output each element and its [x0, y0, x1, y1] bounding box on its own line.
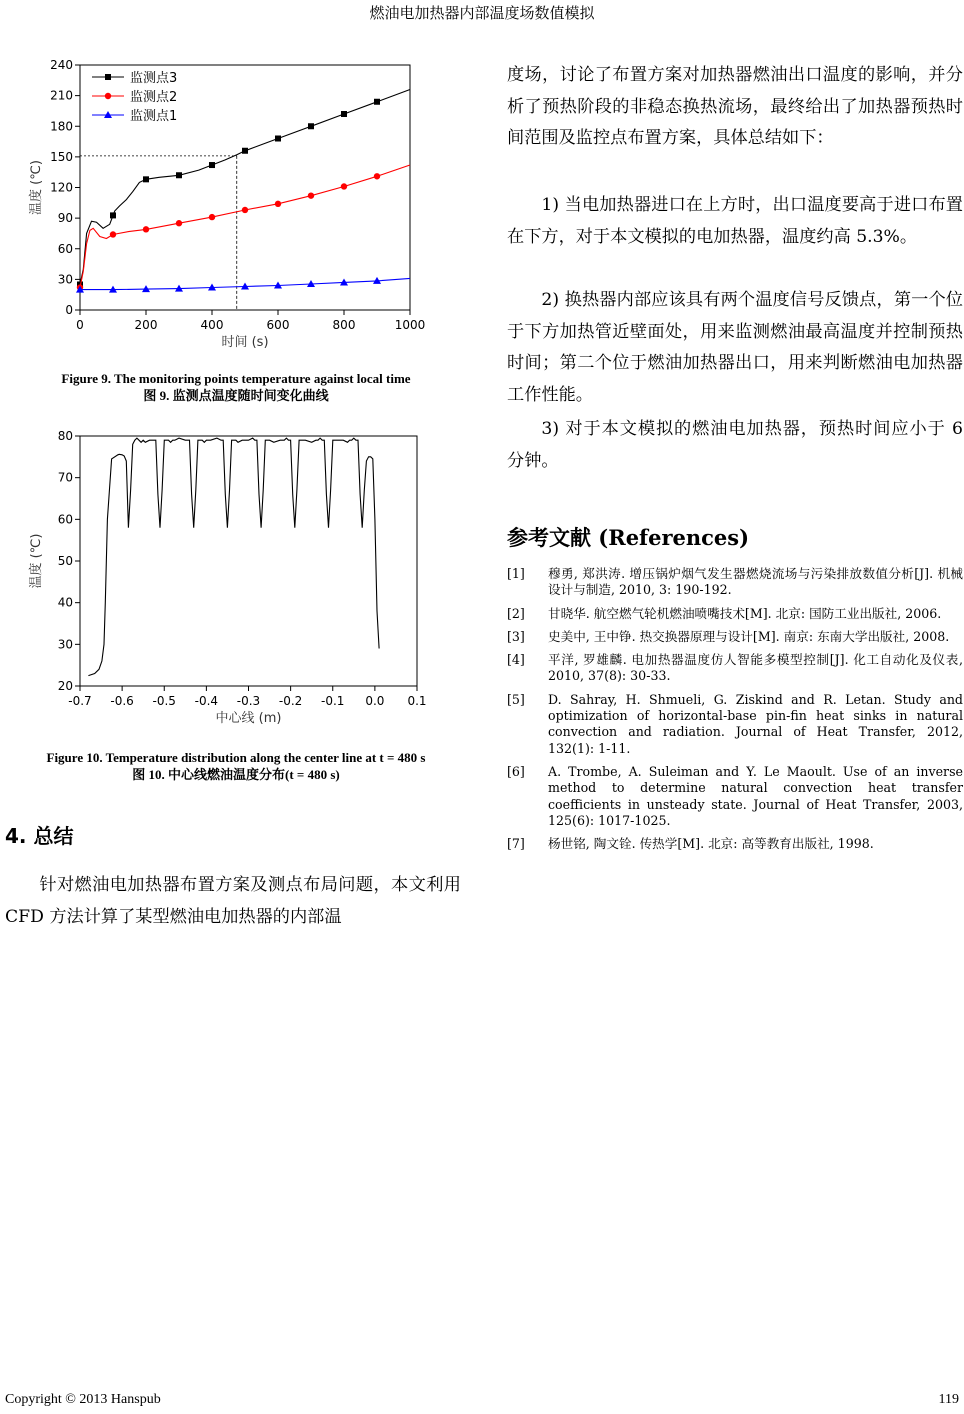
legend-label: 监测点2 — [130, 90, 178, 105]
reference-number: [2] — [507, 605, 525, 621]
conclusion-point-3: 3) 对于本文模拟的燃油电加热器，预热时间应小于 6 分钟。 — [507, 419, 963, 471]
x-tick-label: 600 — [266, 318, 290, 332]
section-4-paragraph: 针对燃油电加热器布置方案及测点布局问题，本文利用 CFD 方法计算了某型燃油电加热器的内部温 — [5, 875, 461, 927]
data-point — [374, 99, 380, 105]
reference-number: [4] — [507, 652, 525, 668]
figure-10-svg — [0, 420, 480, 740]
figure-10-caption — [0, 749, 472, 783]
reference-text: 史美中, 王中铮. 热交换器原理与设计[M]. 南京: 东南大学出版社, 2008. — [548, 628, 950, 644]
y-tick-label: 30 — [57, 637, 73, 652]
references-heading: 参考文献 (References) — [507, 525, 750, 550]
y-tick-label: 90 — [57, 211, 73, 226]
data-point — [341, 183, 347, 189]
x-tick-label: -0.4 — [194, 694, 219, 708]
reference-number: [5] — [507, 691, 525, 707]
data-point — [110, 231, 116, 237]
data-point — [242, 148, 248, 154]
y-tick-label: 60 — [57, 241, 73, 256]
data-point — [209, 162, 215, 168]
reference-item — [507, 692, 963, 757]
x-tick-label: 0 — [76, 318, 84, 332]
y-tick-label: 240 — [50, 58, 73, 72]
y-tick-label: 50 — [57, 554, 73, 568]
y-tick-label: 210 — [50, 88, 73, 103]
series-line-1 — [88, 438, 379, 675]
y-tick-label: 70 — [57, 470, 73, 485]
figure-9-caption-en: Figure 9. The monitoring points temperature against local time — [61, 371, 411, 386]
x-axis-label: 时间 (s) — [221, 335, 269, 350]
data-point — [110, 212, 116, 218]
y-tick-label: 150 — [50, 149, 73, 164]
reference-text: D. Sahray, H. Shmueli, G. Ziskind and R. Letan. Study and optimization of horizontal-base pin-fin heat sinks in natural convection and radiation. Journal of Heat Transfer, 2012, 132(1): 1-11. — [548, 691, 963, 756]
x-tick-label: 800 — [332, 318, 356, 332]
data-point — [341, 111, 347, 117]
y-tick-label: 40 — [57, 595, 73, 610]
data-point — [209, 214, 215, 220]
y-tick-label: 80 — [57, 429, 73, 443]
plot-frame — [80, 436, 417, 686]
x-tick-label: 1000 — [394, 318, 426, 332]
data-point — [242, 207, 248, 213]
legend-marker — [105, 93, 111, 99]
footer-copyright: Copyright © 2013 Hanspub — [5, 1392, 161, 1407]
data-point — [176, 172, 182, 178]
reference-item — [507, 566, 963, 599]
footer-page-number: 119 — [938, 1392, 959, 1407]
data-point — [275, 201, 281, 207]
data-point — [176, 220, 182, 226]
series-line-2 — [80, 165, 410, 288]
reference-text: 杨世铭, 陶文铨. 传热学[M]. 北京: 高等教育出版社, 1998. — [548, 836, 874, 852]
reference-item — [507, 764, 963, 829]
legend-marker — [105, 74, 111, 80]
x-tick-label: -0.5 — [152, 694, 176, 708]
reference-text: 穆勇, 郑洪涛. 增压锅炉烟气发生器燃烧流场与污染排放数值分析[J]. 机械设计与制造, 2010, 3: 190-192. — [548, 566, 963, 598]
y-tick-label: 120 — [50, 180, 73, 195]
figure-9-caption — [0, 370, 472, 404]
reference-number: [3] — [507, 628, 525, 644]
x-tick-label: 200 — [134, 318, 158, 332]
reference-item — [507, 836, 963, 852]
figure-9-chart — [0, 50, 480, 360]
legend-label: 监测点1 — [130, 109, 178, 124]
reference-text: 甘晓华. 航空燃气轮机燃油喷嘴技术[M]. 北京: 国防工业出版社, 2006. — [548, 605, 942, 621]
figure-9-svg — [0, 50, 480, 360]
data-point — [308, 123, 314, 129]
running-header: 燃油电加热器内部温度场数值模拟 — [369, 4, 595, 22]
reference-number: [7] — [507, 836, 525, 852]
y-tick-label: 180 — [50, 119, 73, 134]
conclusion-intro: 度场，讨论了布置方案对加热器燃油出口温度的影响，并分析了预热阶段的非稳态换热流场，最终给出了加热器预热时间范围及监控点布置方案，具体总结如下： — [507, 65, 963, 148]
x-tick-label: -0.1 — [321, 694, 345, 708]
x-tick-label: -0.6 — [110, 694, 134, 708]
x-tick-label: 400 — [200, 318, 224, 332]
data-point — [374, 173, 380, 179]
legend-label: 监测点3 — [130, 71, 178, 86]
section-4-heading: 4. 总结 — [5, 824, 74, 848]
figure-10-caption-en: Figure 10. Temperature distribution along the center line at t = 480 s — [46, 750, 426, 765]
data-point — [143, 226, 149, 232]
reference-number: [1] — [507, 566, 525, 581]
reference-text: 平洋, 罗雄麟. 电加热器温度仿人智能多模型控制[J]. 化工自动化及仪表, 2010, 37(8): 30-33. — [548, 652, 963, 684]
conclusion-point-1: 1) 当电加热器进口在上方时，出口温度要高于进口布置在下方，对于本文模拟的电加热器，温度约高 5.3%。 — [507, 195, 963, 247]
x-axis-label: 中心线 (m) — [215, 711, 282, 726]
y-tick-label: 60 — [57, 512, 73, 527]
y-axis-label: 温度 (℃) — [29, 533, 44, 589]
y-tick-label: 30 — [57, 272, 73, 287]
data-point — [275, 136, 281, 142]
x-tick-label: -0.3 — [236, 694, 261, 708]
figure-9-caption-cn: 图 9. 监测点温度随时间变化曲线 — [143, 388, 329, 403]
figure-10-chart — [0, 420, 480, 740]
reference-item — [507, 629, 963, 645]
reference-item — [507, 606, 963, 622]
y-tick-label: 0 — [65, 303, 73, 317]
reference-number: [6] — [507, 763, 525, 779]
figure-10-caption-cn: 图 10. 中心线燃油温度分布(t = 480 s) — [132, 767, 340, 782]
reference-list — [507, 566, 963, 859]
x-tick-label: -0.7 — [68, 694, 92, 708]
reference-text: A. Trombe, A. Suleiman and Y. Le Maoult. Use of an inverse method to determine natural convection heat transfer coefficients in unsteady state. Journal of Heat Transfer, 2003, 125(6): 1017-1025. — [548, 763, 963, 828]
y-tick-label: 20 — [57, 679, 73, 693]
y-axis-label: 温度 (℃) — [29, 160, 44, 215]
data-point — [308, 192, 314, 198]
conclusion-point-2: 2) 换热器内部应该具有两个温度信号反馈点，第一个位于下方加热管近壁面处，用来监测燃油最高温度并控制预热时间；第二个位于燃油加热器出口，用来判断燃油电加热器工作性能。 — [507, 290, 963, 405]
reference-item — [507, 652, 963, 685]
data-point — [143, 176, 149, 182]
x-tick-label: -0.2 — [278, 694, 303, 708]
x-tick-label: 0.1 — [407, 694, 427, 708]
x-tick-label: 0.0 — [365, 694, 385, 708]
